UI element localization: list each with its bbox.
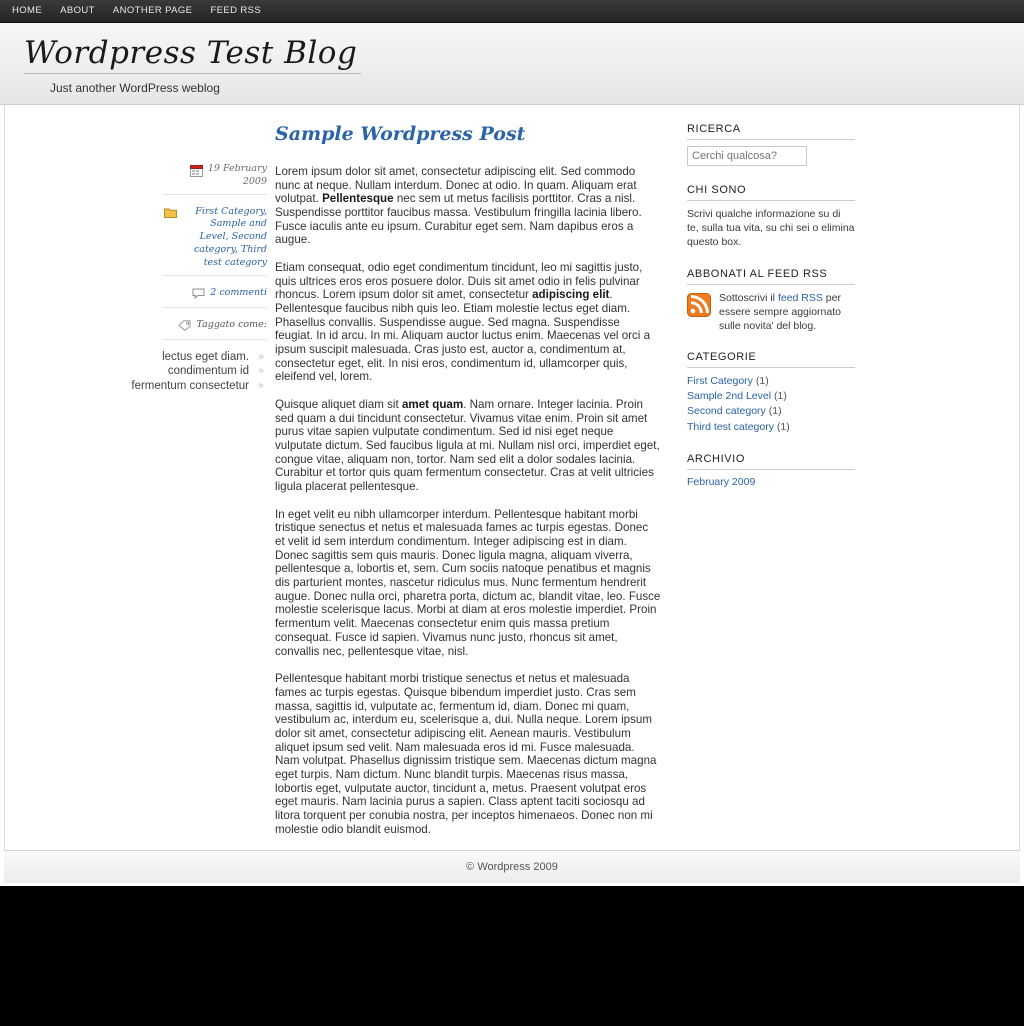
post-paragraph: Etiam consequat, odio eget condimentum tincidunt, leo mi sagittis justo, quis ultrices eros eros posuere dolor. Duis sit amet odio in felis pulvinar rhoncus. Lorem ipsum dolor sit amet, consectetur adipiscing elit. Pellentesque faucibus nibh quis leo. Etiam molestie lectus eget diam. Phasellus convallis. Suspendisse augue. Sed magna. Suspendisse feugiat. In id arcu. In mi. Aliquam auctor luctus enim. Maecenas vel orci a ipsum suscipit malesuada. Cras justo est, auctor a, condimentum at, consectetur eget, elit. In nisi eros, condimentum id, ullamcorper quis, eleifend vel, lorem. xyxy=(275,261,651,384)
blog-tagline: Just another WordPress weblog xyxy=(50,81,220,95)
post-paragraph: In eget velit eu nibh ullamcorper interdum. Pellentesque habitant morbi tristique senectus et netus et malesuada fames ac turpis egestas. Donec et velit id sem interdum condimentum. Integer adipiscing est in diam. Donec sagittis sem quis mauris. Donec ligula magna, aliquam viverra, pellentesque a, lobortis et, sem. Cum sociis natoque penatibus et magnis dis parturient montes, nascetur ridiculus mus. Nunc fermentum hendrerit augue. Donec nulla orci, pharetra porta, dictum ac, blandit vitae, leo. Fusce molestie scelerisque lacus. Morbi at diam at eros molestie imperdiet. Proin fermentum velit. Maecenas consectetur enim quis massa pretium consequat. Fusce id sapien. Vivamus nunc justo, rhoncus sit amet, convallis nec, pellentesque vitae, nisl. xyxy=(275,507,661,658)
widget-rss xyxy=(687,268,855,334)
calendar-icon xyxy=(189,163,203,180)
nav-feed-rss[interactable]: FEED RSS xyxy=(210,5,262,16)
list-item xyxy=(5,351,267,365)
rss-block xyxy=(687,291,855,334)
post-date-day: 19 February xyxy=(207,163,267,174)
blog-title[interactable]: Wordpress Test Blog xyxy=(24,23,361,74)
post-date-meta xyxy=(163,163,267,195)
widget-title-search: RICERCA xyxy=(687,123,855,140)
quote-mark-icon: » xyxy=(258,380,264,392)
layout-columns xyxy=(5,105,1019,850)
comment-bubble-icon xyxy=(191,287,205,302)
category-link[interactable]: Second category xyxy=(687,405,766,418)
rss-text xyxy=(719,291,855,334)
post-excerpt-list xyxy=(5,351,267,394)
post-comments[interactable] xyxy=(210,287,267,300)
rss-feed-icon[interactable] xyxy=(687,293,713,320)
category-list xyxy=(687,374,855,435)
list-item xyxy=(5,365,267,379)
widget-title-archive: ARCHIVIO xyxy=(687,453,855,470)
rss-text-after: per essere sempre aggiornato sulle novita' del blog. xyxy=(719,291,841,332)
category-count: (1) xyxy=(768,405,782,418)
list-item[interactable] xyxy=(687,389,855,404)
top-navigation-bar xyxy=(0,0,1024,23)
excerpt-text: fermentum consectetur xyxy=(131,380,249,393)
post-categories[interactable] xyxy=(182,206,267,270)
folder-icon xyxy=(163,206,177,221)
about-text: Scrivi qualche informazione su di te, sulla tua vita, su chi sei o elimina questo box. xyxy=(687,208,855,249)
post-categories-link[interactable]: First Category, Sample and Level, Second category, Third test category xyxy=(193,205,267,268)
excerpt-text: lectus eget diam. xyxy=(162,350,249,363)
category-link[interactable]: Third test category xyxy=(687,420,774,433)
rss-text-before: Sottoscrivi il xyxy=(719,291,778,304)
widget-title-rss: ABBONATI AL FEED RSS xyxy=(687,268,855,285)
category-count: (1) xyxy=(773,390,787,403)
list-item[interactable] xyxy=(687,420,855,435)
widget-archive xyxy=(687,453,855,488)
list-item[interactable] xyxy=(687,404,855,419)
article-column xyxy=(275,123,675,850)
quote-mark-icon: » xyxy=(258,365,264,377)
post-paragraph: Lorem ipsum dolor sit amet, consectetur adipiscing elit. Sed commodo nunc at neque. Nullam interdum. Donec at odio. In quam. Aliquam erat volutpat. Pellentesque nec sem ut metus facilisis porttitor. Cras a nisl. Suspendisse porttitor faucibus massa. Vestibulum fringilla lacinia libero. Fusce iaculis ante eu ipsum. Curabitur eget sem. Nam dapibus eros a augue. xyxy=(275,165,642,247)
category-link[interactable]: Sample 2nd Level xyxy=(687,390,772,403)
search-input[interactable] xyxy=(687,146,807,166)
post-comments-meta xyxy=(163,287,267,308)
widget-title-categories: CATEGORIE xyxy=(687,351,855,368)
footer-copyright: © Wordpress 2009 xyxy=(466,861,558,874)
quote-mark-icon: » xyxy=(258,350,264,362)
widget-title-about: CHI SONO xyxy=(687,184,855,201)
sidebar xyxy=(675,123,855,850)
nav-about[interactable]: ABOUT xyxy=(60,5,95,16)
site-footer xyxy=(4,850,1020,883)
post-paragraph: Pellentesque habitant morbi tristique senectus et netus et malesuada fames ac turpis egestas. Quisque bibendum imperdiet justo. Cras sem massa, sagittis id, vulputate ac, fermentum id, diam. Donec mi quam, vestibulum ac, interdum eu, scelerisque a, dui. Nulla neque. Lorem ipsum dolor sit amet, consectetur adipiscing elit. Aenean mauris. Vestibulum aliquet ipsum sed velit. Nam malesuada eros id mi. Fusce malesuada. Nam volutpat. Phasellus dignissim tristique sem. Maecenas dictum magna eget turpis. Nam dictum. Nunc blandit turpis. Maecenas risus massa, lobortis eget, vulputate auctor, tincidunt a, metus. Praesent volutpat eros eget mauris. Nam lacinia purus a sapien. Class aptent taciti sociosqu ad litora torquent per conubia nostra, per inceptos himenaeos. Donec non mi molestie odio blandit euismod. xyxy=(275,672,657,836)
widget-about xyxy=(687,184,855,250)
post-comments-link[interactable]: 2 commenti xyxy=(210,286,267,298)
post-paragraph: Quisque aliquet diam sit amet quam. Nam ornare. Integer lacinia. Proin sed quam a dui tincidunt consectetur. Vivamus vitae enim. Proin sit amet purus vitae sapien vulputate condimentum. Sed id nisi eget neque vulputate dictum. Sed faucibus ligula at mi. Nullam nisl orci, imperdiet eget, congue vitae, aliquam non, tortor. Nam sed elit a dolor sodales lacinia. Curabitur et tortor quis quam fermentum consectetur. Cras at velit ultricies ligula placerat pellentesque. xyxy=(275,398,660,494)
widget-search xyxy=(687,123,855,166)
post-date-year: 2009 xyxy=(242,175,267,187)
category-count: (1) xyxy=(755,375,769,388)
rss-link[interactable]: feed RSS xyxy=(777,291,823,304)
post-date xyxy=(208,163,267,189)
list-item[interactable] xyxy=(687,374,855,389)
page-title[interactable]: Sample Wordpress Post xyxy=(275,123,526,145)
post-categories-meta xyxy=(163,206,267,276)
content-wrapper xyxy=(4,105,1020,850)
site-header xyxy=(0,23,1024,105)
category-count: (1) xyxy=(776,420,790,433)
background-filler xyxy=(0,886,1024,1026)
archive-link[interactable]: February 2009 xyxy=(687,475,756,488)
post-meta-column xyxy=(5,123,275,850)
excerpt-text: condimentum id xyxy=(167,365,249,378)
category-link[interactable]: First Category xyxy=(687,375,753,388)
post-tags-meta xyxy=(163,319,267,340)
nav-home[interactable]: HOME xyxy=(12,5,43,16)
post-body xyxy=(275,165,661,836)
nav-another-page[interactable]: ANOTHER PAGE xyxy=(112,5,193,16)
widget-categories xyxy=(687,351,855,435)
tag-icon xyxy=(177,319,191,334)
post-tags-label: Taggato come: xyxy=(196,318,267,330)
list-item xyxy=(5,380,267,394)
